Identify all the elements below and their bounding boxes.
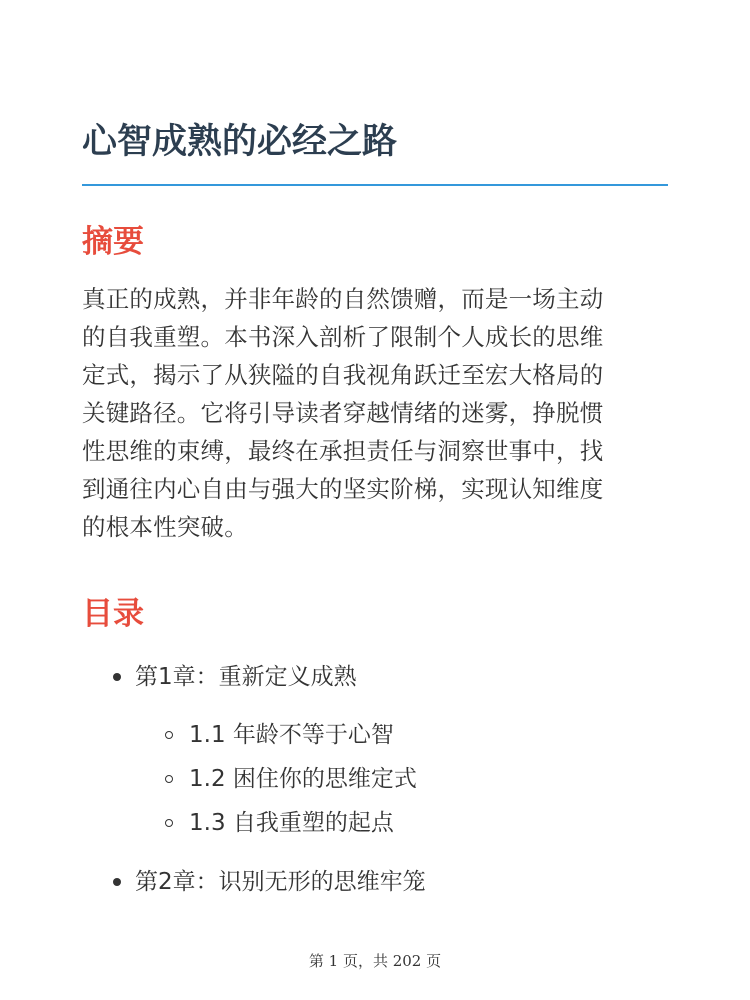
bullet-circle-icon — [165, 775, 173, 783]
abstract-line: 的根本性突破。 — [82, 513, 248, 541]
bullet-circle-icon — [165, 731, 173, 739]
abstract-line: 到通往内心自由与强大的坚实阶梯，实现认知维度 — [82, 475, 604, 503]
abstract-heading: 摘要 — [82, 224, 144, 260]
abstract-line: 关键路径。它将引导读者穿越情绪的迷雾，挣脱惯 — [82, 399, 604, 427]
page-number-footer: 第 1 页，共 202 页 — [308, 952, 442, 970]
abstract-paragraph — [82, 280, 668, 546]
abstract-line: 真正的成熟，并非年龄的自然馈赠，而是一场主动 — [82, 285, 604, 313]
bullet-disc-icon — [113, 673, 121, 681]
toc-section-1-1: 1.1 年龄不等于心智 — [189, 722, 394, 748]
bullet-disc-icon — [113, 878, 121, 886]
document-title: 心智成熟的必经之路 — [82, 122, 398, 162]
toc-chapter-1: 第1章：重新定义成熟 — [135, 664, 357, 690]
abstract-line: 定式，揭示了从狭隘的自我视角跃迁至宏大格局的 — [82, 361, 604, 389]
toc-section-1-2: 1.2 困住你的思维定式 — [189, 766, 417, 792]
toc-chapter-2: 第2章：识别无形的思维牢笼 — [135, 869, 426, 895]
toc-section-1-3: 1.3 自我重塑的起点 — [189, 810, 394, 836]
abstract-line: 的自我重塑。本书深入剖析了限制个人成长的思维 — [82, 323, 604, 351]
bullet-circle-icon — [165, 819, 173, 827]
toc-heading: 目录 — [82, 596, 144, 632]
title-divider — [82, 184, 668, 186]
abstract-line: 性思维的束缚，最终在承担责任与洞察世事中，找 — [82, 437, 604, 465]
